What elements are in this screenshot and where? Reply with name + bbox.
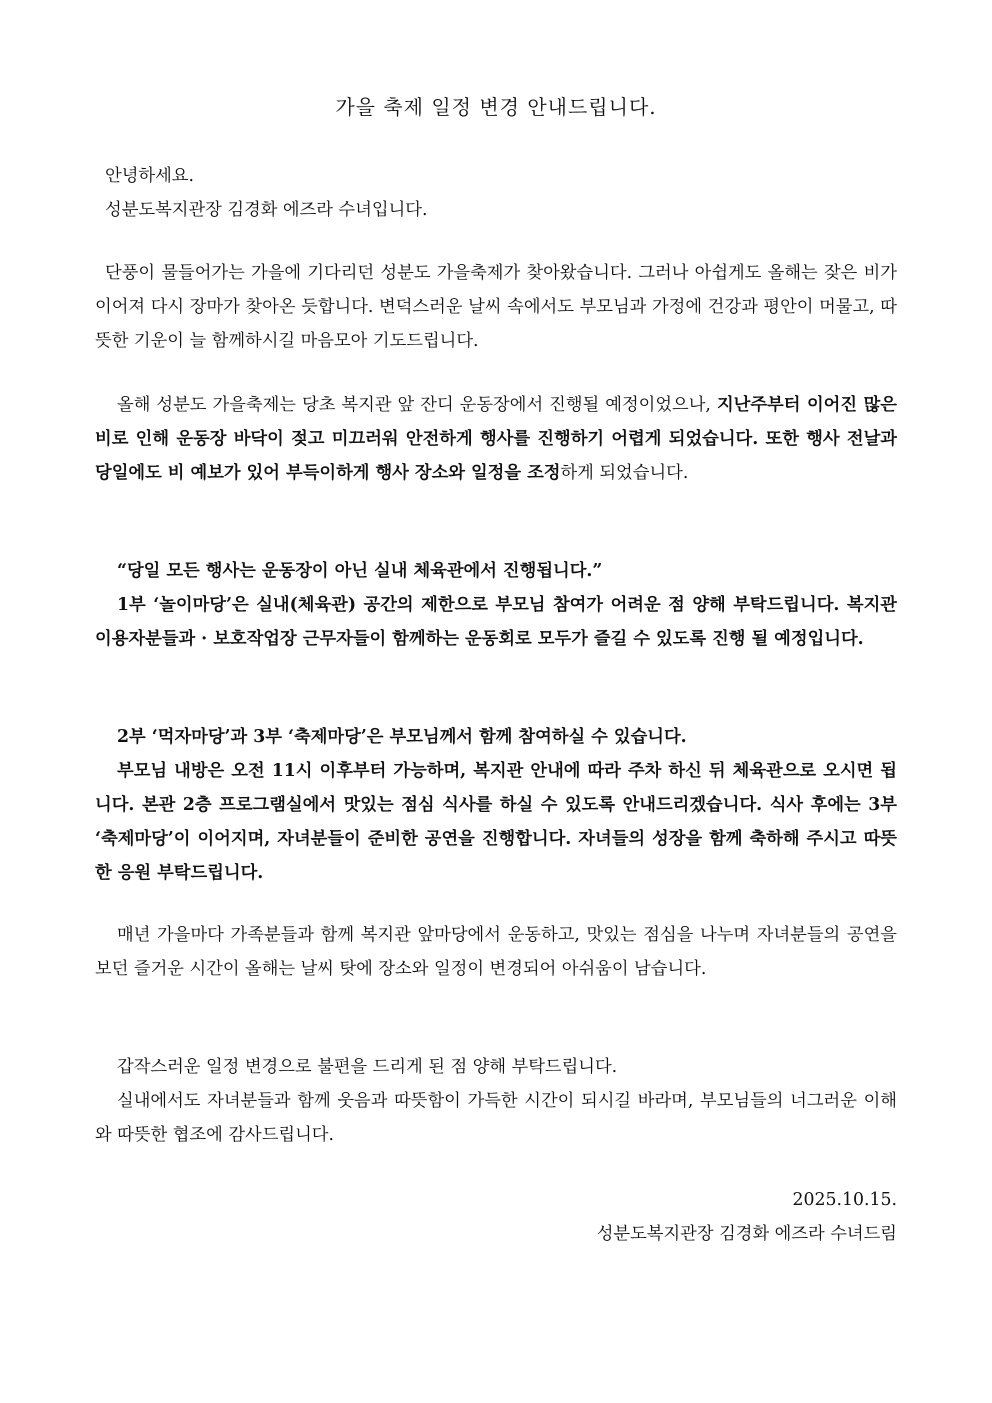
paragraph-part2-3 xyxy=(95,720,897,890)
document-date: 2025.10.15. xyxy=(792,1190,897,1210)
document-title: 가을 축제 일정 변경 안내드립니다. xyxy=(335,95,657,119)
reason-bold-text: 지난주부터 이어진 많은 비로 인해 운동장 바닥이 젖고 미끄러워 안전하게 행사를 진행하기 어렵게 되었습니다. 또한 행사 전날과 당일에도 비 예보가 있어 부득이하게 행사 장소와 일정을 조정 xyxy=(95,395,897,483)
sender-intro-line: 성분도복지관장 김경화 에즈라 수녀입니다. xyxy=(105,200,428,220)
reason-normal-start: 올해 성분도 가을축제는 당초 복지관 앞 잔디 운동장에서 진행될 예정이었으나, xyxy=(117,395,717,415)
reason-normal-end: 하게 되었습니다. xyxy=(560,463,689,483)
paragraph-part1 xyxy=(95,554,897,656)
closing-text: 실내에서도 자녀분들과 함께 웃음과 따뜻함이 가득한 시간이 되시길 바라며, 부모님들의 너그러운 이해와 따뜻한 협조에 감사드립니다. xyxy=(95,1091,897,1145)
paragraph-weather-text: 단풍이 물들어가는 가을에 기다리던 성분도 가을축제가 찾아왔습니다. 그러나 아쉽게도 올해는 잦은 비가 이어져 다시 장마가 찾아온 듯합니다. 변덕스러운 날씨 속에서도 부모님과 가정에 건강과 평안이 머물고, 따뜻한 기운이 늘 함께하시길 마음모아 기도드립니다. xyxy=(95,263,897,351)
document-signature: 성분도복지관장 김경화 에즈라 수녀드림 xyxy=(596,1224,897,1244)
paragraph-regret xyxy=(95,918,897,986)
paragraph-change-reason-text xyxy=(95,388,897,490)
greeting-line: 안녕하세요. xyxy=(105,166,194,186)
paragraph-regret-text: 매년 가을마다 가족분들과 함께 복지관 앞마당에서 운동하고, 맛있는 점심을 나누며 자녀분들의 공연을 보던 즐거운 시간이 올해는 날씨 탓에 장소와 일정이 변경되어 아쉬움이 남습니다. xyxy=(95,925,897,979)
greeting-block xyxy=(95,159,897,227)
paragraph-closing xyxy=(95,1050,897,1152)
part2-3-intro: 2부 ‘먹자마당’과 3부 ‘축제마당’은 부모님께서 함께 참여하실 수 있습니다. xyxy=(117,727,687,747)
part2-3-text: 부모님 내방은 오전 11시 이후부터 가능하며, 복지관 안내에 따라 주차 하신 뒤 체육관으로 오시면 됩니다. 본관 2층 프로그램실에서 맛있는 점심 식사를 하실 수 있도록 안내드리겠습니다. 식사 후에는 3부 ‘축제마당’이 이어지며, 자녀분들이 준비한 공연을 진행합니다. 자녀들의 성장을 함께 축하해 주시고 따뜻한 응원 부탁드립니다. xyxy=(95,761,897,883)
apology-line: 갑작스러운 일정 변경으로 불편을 드리게 된 점 양해 부탁드립니다. xyxy=(117,1057,618,1077)
indoor-notice-quote: “당일 모든 행사는 운동장이 아닌 실내 체육관에서 진행됩니다.” xyxy=(117,561,603,581)
part1-text: 1부 ‘놀이마당’은 실내(체육관) 공간의 제한으로 부모님 참여가 어려운 점 양해 부탁드립니다. 복지관 이용자분들과 · 보호작업장 근무자들이 함께하는 운동회로 모두가 즐길 수 있도록 진행 될 예정입니다. xyxy=(95,595,897,649)
paragraph-weather xyxy=(95,256,897,358)
paragraph-change-reason xyxy=(95,388,897,490)
